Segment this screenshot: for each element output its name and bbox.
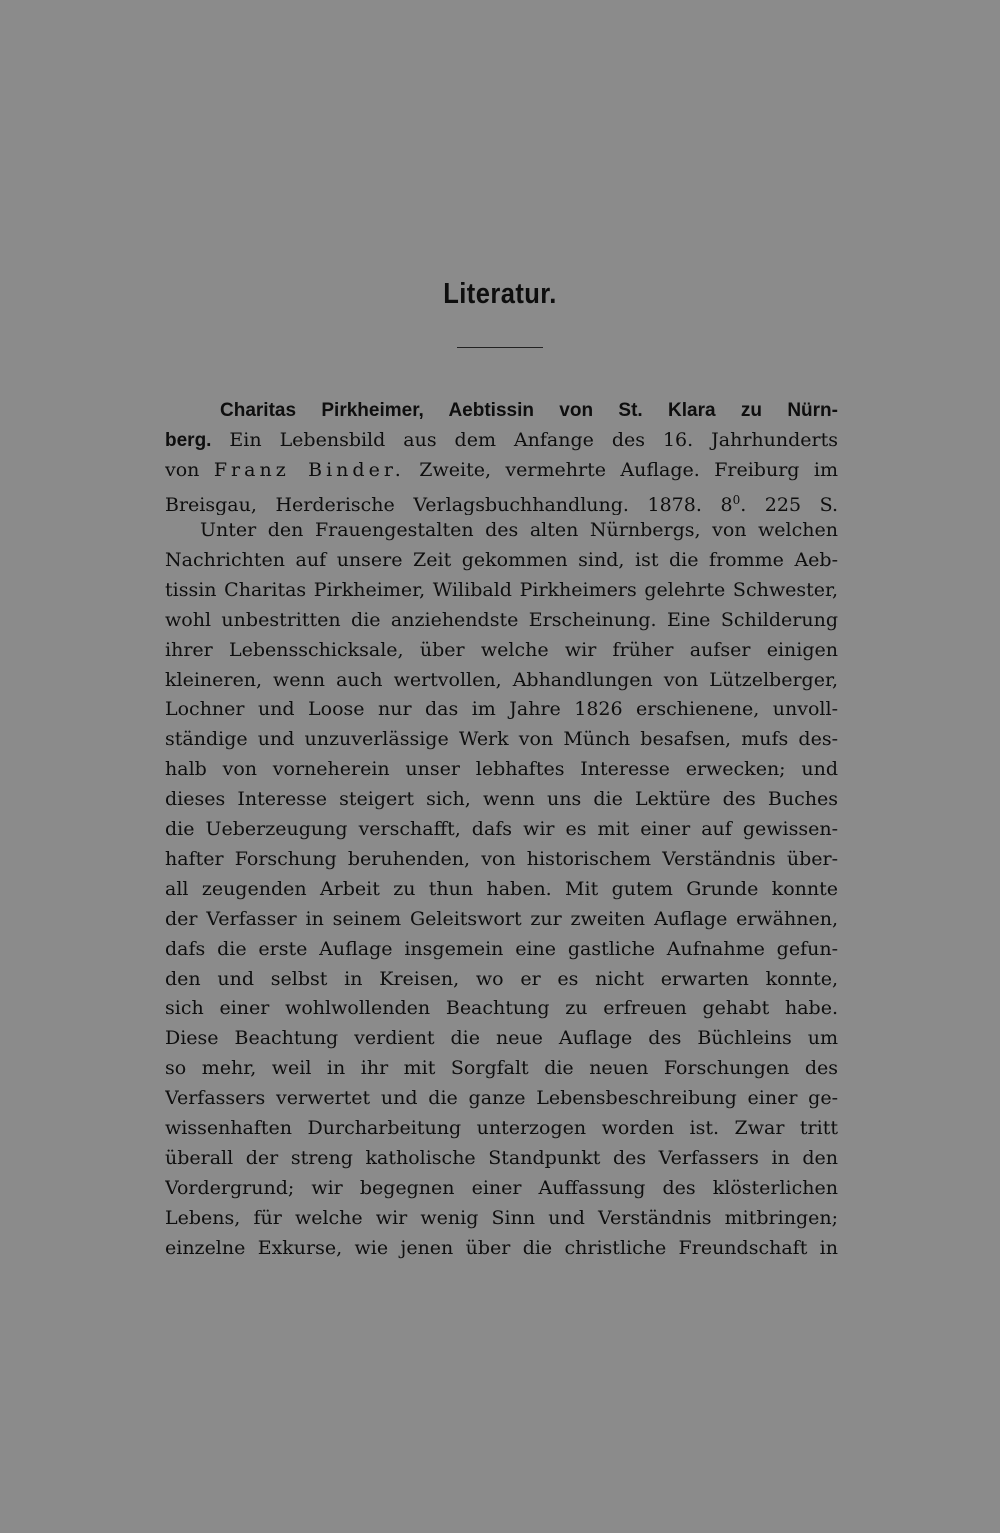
body-line: der Verfasser in seinem Geleitswort zur zweiten Auflage erwähnen,	[165, 907, 838, 930]
citation-line-3	[165, 455, 838, 485]
body-line: Lochner und Loose nur das im Jahre 1826 erschienene, unvoll-	[165, 698, 838, 721]
body-line: Diese Beachtung verdient die neue Auflage des Büchleins um	[165, 1027, 838, 1050]
body-line: Unter den Frauengestalten des alten Nürnbergs, von welchen	[200, 519, 838, 541]
body-line: Lebens, für welche wir wenig Sinn und Verständnis mitbringen;	[165, 1206, 838, 1229]
citation-publisher: Breisgau, Herderische Verlagsbuchhandlung. 1878.	[165, 494, 702, 515]
body-line: sich einer wohlwollenden Beachtung zu erfreuen gehabt habe.	[165, 997, 838, 1020]
body-line: überall der streng katholische Standpunkt des Verfassers in den	[165, 1146, 838, 1169]
body-line: wohl unbestritten die anziehendste Erscheinung. Eine Schilderung	[165, 608, 838, 631]
section-heading: Literatur.	[443, 278, 557, 310]
citation-author: Franz Binder.	[213, 459, 405, 481]
body-line: den und selbst in Kreisen, wo er es nicht erwarten konnte,	[165, 967, 838, 990]
citation-line-2	[165, 425, 838, 455]
body-line: so mehr, weil in ihr mit Sorgfalt die neuen Forschungen des	[165, 1057, 838, 1080]
citation-author-prefix: von	[165, 459, 200, 481]
body-line: ständige und unzuverlässige Werk von Münch besafsen, mufs des-	[165, 728, 838, 751]
body-line: Nachrichten auf unsere Zeit gekommen sind, ist die fromme Aeb-	[165, 548, 838, 571]
body-line: die Ueberzeugung verschafft, dafs wir es mit einer auf gewissen-	[165, 818, 838, 840]
citation-subtitle: Ein Lebensbild aus dem Anfange des 16. Jahrhunderts	[229, 429, 838, 451]
body-line: einzelne Exkurse, wie jenen über die christliche Freundschaft in	[165, 1236, 838, 1259]
citation-format: $8^0$. 225 S.	[720, 493, 838, 515]
body-line: ihrer Lebensschicksale, über welche wir früher aufser einigen	[165, 638, 838, 661]
citation-title-end: berg.	[165, 430, 212, 451]
body-line: dieses Interesse steigert sich, wenn uns die Lektüre des Buches	[165, 788, 838, 811]
body-line: Vordergrund; wir begegnen einer Auffassung des klösterlichen	[165, 1176, 838, 1199]
citation-line-4	[165, 485, 838, 515]
body-line: all zeugenden Arbeit zu thun haben. Mit gutem Grunde konnte	[165, 877, 838, 900]
citation-edition: Zweite, vermehrte Auflage. Freiburg im	[419, 459, 838, 481]
body-line: dafs die erste Auflage insgemein eine gastliche Aufnahme gefun-	[165, 937, 838, 960]
body-line: wissenhaften Durcharbeitung unterzogen worden ist. Zwar tritt	[165, 1117, 838, 1139]
citation-title: Charitas Pirkheimer, Aebtissin von St. Klara zu Nürn-	[220, 400, 838, 421]
citation-line-1	[220, 395, 838, 425]
heading-divider	[457, 347, 543, 348]
body-line: tissin Charitas Pirkheimer, Wilibald Pirkheimers gelehrte Schwester,	[165, 578, 838, 601]
body-line: kleineren, wenn auch wertvollen, Abhandlungen von Lützelberger,	[165, 668, 838, 691]
body-line: Verfassers verwertet und die ganze Lebensbeschreibung einer ge-	[165, 1087, 838, 1110]
body-line: halb von vorneherein unser lebhaftes Interesse erwecken; und	[165, 758, 838, 781]
body-line: hafter Forschung beruhenden, von historischem Verständnis über-	[165, 847, 838, 870]
